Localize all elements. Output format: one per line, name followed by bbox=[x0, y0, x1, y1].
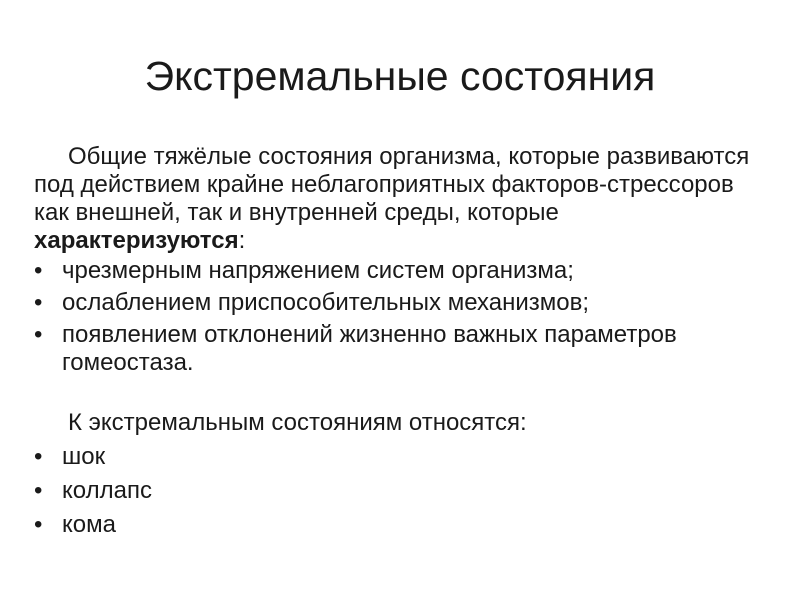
list-item bbox=[34, 511, 774, 539]
bullet-icon: • bbox=[34, 257, 43, 284]
bullet-icon: • bbox=[34, 321, 43, 348]
bullet-icon: • bbox=[34, 511, 43, 538]
intro-paragraph bbox=[34, 143, 774, 255]
list-item bbox=[34, 477, 774, 505]
bullet-icon: • bbox=[34, 289, 43, 316]
intro-tail: : bbox=[238, 227, 246, 254]
characteristics-list bbox=[34, 257, 774, 377]
types-heading: К экстремальным состояниям относятся: bbox=[68, 409, 527, 436]
list-item-text: чрезмерным напряжением систем организма; bbox=[62, 257, 574, 284]
intro-bold-word: характеризуются bbox=[34, 227, 239, 254]
list-item bbox=[34, 289, 774, 317]
list-item-text: кома bbox=[62, 511, 116, 538]
list-item-text: ослаблением приспособительных механизмов; bbox=[62, 289, 590, 316]
list-item-text: шок bbox=[62, 443, 106, 470]
list-item bbox=[34, 257, 774, 285]
bullet-icon: • bbox=[34, 443, 43, 470]
list-item-text: появлением отклонений жизненно важных параметров гомеостаза. bbox=[62, 321, 677, 376]
bullet-icon: • bbox=[34, 477, 43, 504]
intro-text: Общие тяжёлые состояния организма, которые развиваются под действием крайне неблагоприятных факторов-стрессоров как внешней, так и внутренней среды, которые bbox=[34, 143, 750, 226]
list-item bbox=[34, 321, 774, 377]
list-item bbox=[34, 443, 774, 471]
slide-title: Экстремальные состояния bbox=[144, 53, 656, 99]
list-item-text: коллапс bbox=[62, 477, 152, 504]
types-list bbox=[34, 443, 774, 539]
slide-body bbox=[34, 143, 774, 545]
